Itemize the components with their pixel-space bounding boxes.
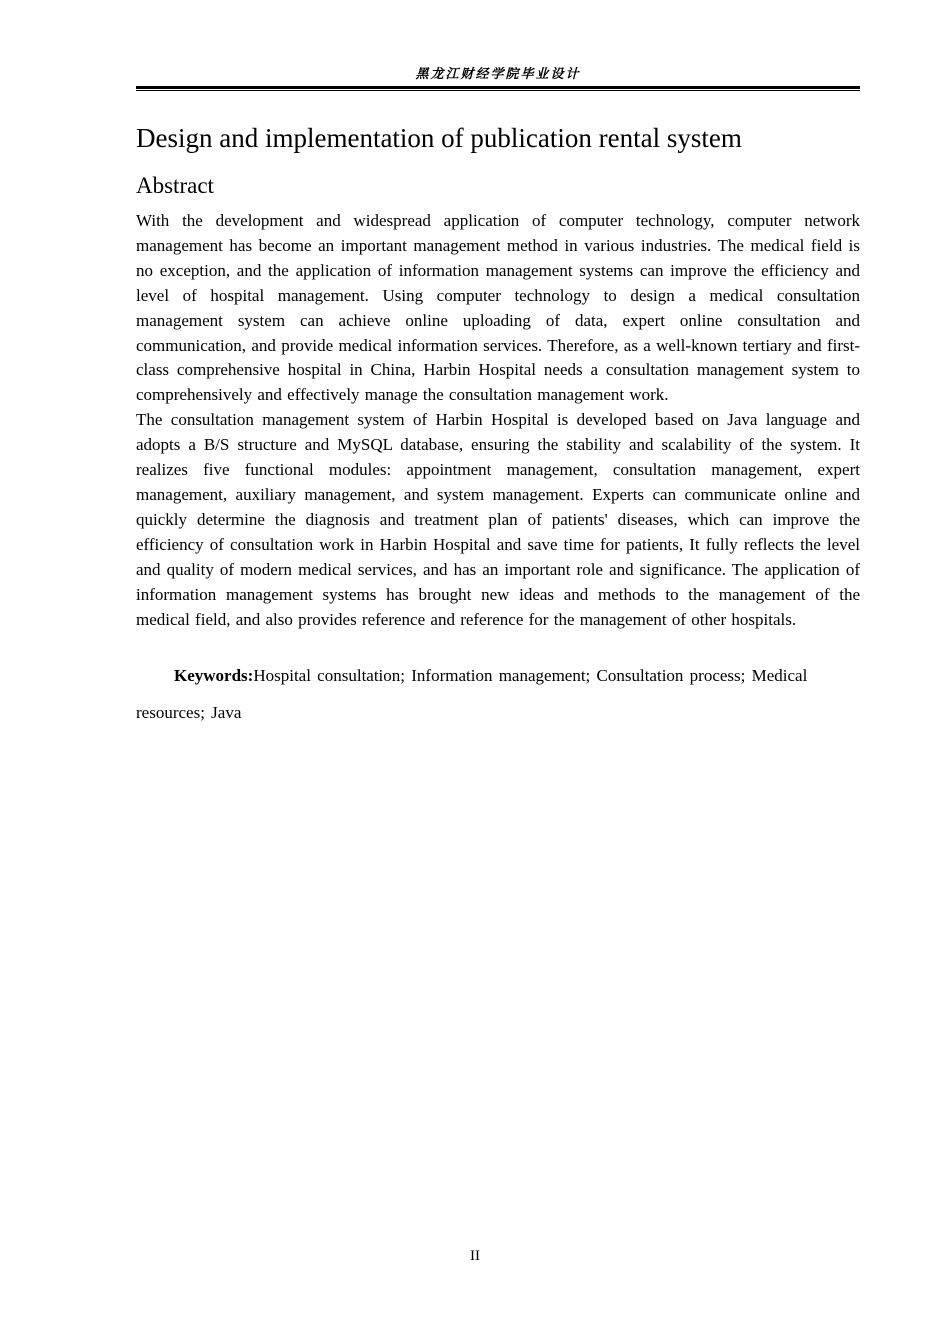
- abstract-paragraph-1: With the development and widespread application of computer technology, computer network management has become an important management method in various industries. The medical field is no exception, and the application of information management systems can improve the efficiency and level of hospital management. Using computer technology to design a medical consultation management system can achieve online uploading of data, expert online consultation and communication, and provide medical information services. Therefore, as a well-known tertiary and first-class comprehensive hospital in China, Harbin Hospital needs a consultation management system to comprehensively and effectively manage the consultation management work.: [136, 211, 860, 405]
- header-rule: [136, 86, 860, 89]
- keywords-text: Hospital consultation; Information management; Consultation process; Medical resources; Java: [136, 666, 808, 723]
- page-number: II: [470, 1248, 480, 1264]
- keywords-label: Keywords:: [174, 666, 254, 686]
- keywords-line: [136, 657, 860, 731]
- abstract-heading: Abstract: [136, 173, 214, 198]
- header-rule-thin: [136, 90, 860, 91]
- abstract-paragraph-2: The consultation management system of Harbin Hospital is developed based on Java language and adopts a B/S structure and MySQL database, ensuring the stability and scalability of the system. It realizes five functional modules: appointment management, consultation management, expert management, auxiliary management, and system management. Experts can communicate online and quickly determine the diagnosis and treatment plan of patients' diseases, which can improve the efficiency of consultation work in Harbin Hospital and save time for patients, It fully reflects the level and quality of modern medical services, and has an important role and significance. The application of information management systems has brought new ideas and methods to the management of the medical field, and also provides reference and reference for the management of other hospitals.: [136, 410, 860, 629]
- document-title: Design and implementation of publication rental system: [136, 123, 742, 153]
- running-header: 黑龙江财经学院毕业设计: [415, 67, 581, 82]
- page-content: [136, 120, 860, 731]
